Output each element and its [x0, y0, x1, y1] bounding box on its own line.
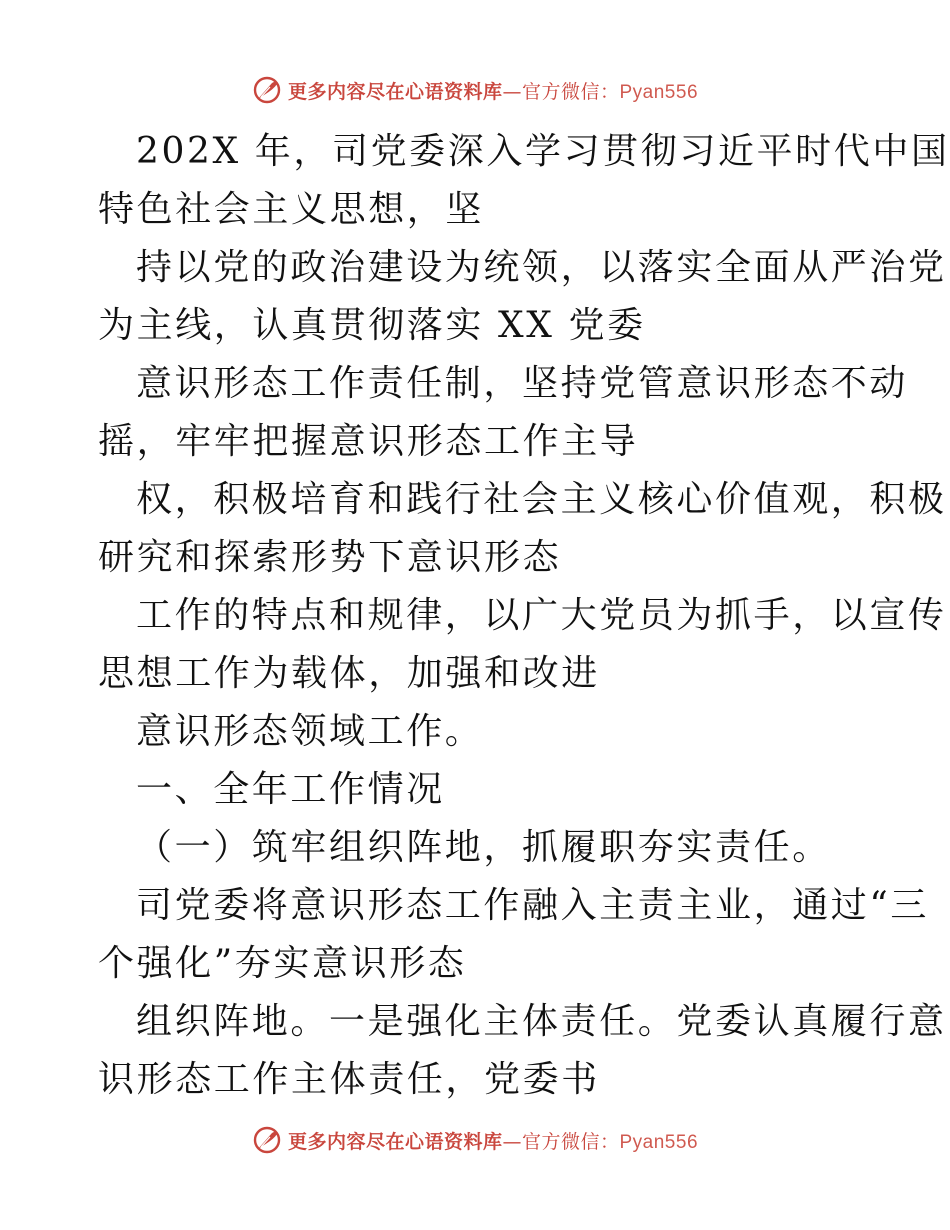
document-body [98, 123, 950, 1109]
text-line: 工作的特点和规律，以广大党员为抓手，以宣传 [136, 595, 947, 636]
text-line: 思想工作为载体，加强和改进 [98, 653, 600, 694]
text-line: 202X 年，司党委深入学习贯彻习近平时代中国 [136, 131, 950, 172]
watermark-text [288, 1127, 698, 1154]
watermark-wechat-id: Pyan556 [619, 1131, 699, 1153]
watermark-separator: —官方微信： [502, 80, 620, 103]
header-watermark [0, 72, 950, 108]
quill-logo-icon [252, 75, 282, 105]
watermark-main: 更多内容尽在心语资料库 [287, 1130, 503, 1153]
text-line: 特色社会主义思想，坚 [98, 189, 485, 230]
quill-logo-icon [252, 1125, 282, 1155]
text-line: 意识形态领域工作。 [136, 711, 484, 752]
text-line: 组织阵地。一是强化主体责任。党委认真履行意 [136, 1001, 947, 1042]
watermark-text [288, 77, 698, 104]
watermark-separator: —官方微信： [502, 1130, 620, 1153]
text-line: 个强化”夯实意识形态 [98, 943, 467, 984]
text-line: 持以党的政治建设为统领，以落实全面从严治党 [136, 247, 947, 288]
watermark-main: 更多内容尽在心语资料库 [287, 80, 503, 103]
watermark-wechat-id: Pyan556 [619, 81, 699, 103]
text-line: 研究和探索形势下意识形态 [98, 537, 562, 578]
footer-watermark [0, 1122, 950, 1158]
text-line: （一）筑牢组织阵地，抓履职夯实责任。 [136, 827, 831, 868]
text-line: 摇，牢牢把握意识形态工作主导 [98, 421, 639, 462]
text-line: 为主线，认真贯彻落实 XX 党委 [98, 305, 646, 346]
text-line: 识形态工作主体责任，党委书 [98, 1059, 600, 1100]
text-line: 意识形态工作责任制，坚持党管意识形态不动 [136, 363, 909, 404]
text-line: 一、全年工作情况 [136, 769, 445, 810]
text-line: 司党委将意识形态工作融入主责主业，通过“三 [136, 885, 930, 926]
text-line: 权，积极培育和践行社会主义核心价值观，积极 [136, 479, 947, 520]
